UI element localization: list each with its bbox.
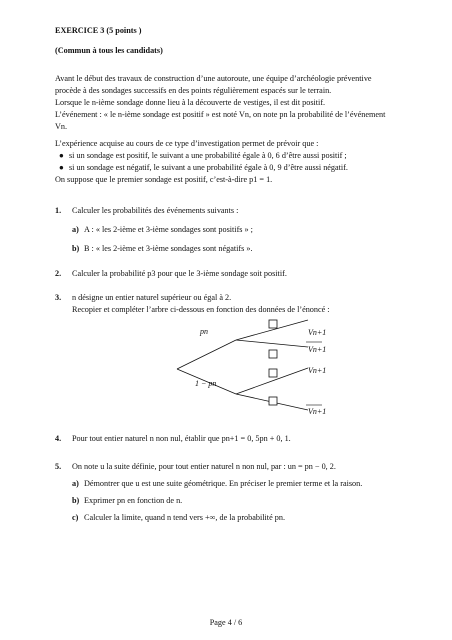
question-4-text: Pour tout entier naturel n non nul, établir que pn+1 = 0, 5pn + 0, 1. bbox=[72, 434, 291, 443]
question-1a-label: a) bbox=[72, 225, 79, 234]
intro-line-7: On suppose que le premier sondage est positif, c’est-à-dire p1 = 1. bbox=[55, 175, 273, 184]
tree-label-bottom: 1 − pn bbox=[195, 379, 217, 388]
question-5-number: 5. bbox=[55, 462, 62, 471]
question-5c-label: c) bbox=[72, 513, 79, 522]
question-3-text-1: n désigne un entier naturel supérieur ou égal à 2. bbox=[72, 293, 232, 302]
intro-line-6: L’expérience acquise au cours de ce type d’investigation permet de prévoir que : bbox=[55, 139, 319, 148]
exercise-title: EXERCICE 3 (5 points ) bbox=[55, 26, 142, 35]
tree-leaf-3: Vn+1 bbox=[308, 366, 327, 375]
question-5b-label: b) bbox=[72, 496, 80, 505]
tree-leaf-1: Vn+1 bbox=[308, 328, 327, 337]
question-5c-text: Calculer la limite, quand n tend vers +∞, de la probabilité pn. bbox=[84, 513, 285, 522]
bullet-text: si un sondage est positif, le suivant a une probabilité égale à 0, 6 d’être aussi positif ; bbox=[69, 151, 347, 160]
intro-line-3: Lorsque le n-ième sondage donne lieu à la découverte de vestiges, il est dit positif. bbox=[55, 98, 326, 107]
tree-leaf-4: Vn+1 bbox=[308, 407, 327, 416]
answer-box-3 bbox=[269, 369, 277, 377]
intro-line-2: procède à des sondages successifs en des points régulièrement espacés sur le terrain. bbox=[55, 86, 332, 95]
question-2-text: Calculer la probabilité p3 pour que le 3-ième sondage soit positif. bbox=[72, 269, 287, 278]
intro-line-5: Vn. bbox=[55, 122, 68, 131]
question-5-text: On note u la suite définie, pour tout entier naturel n non nul, par : un = pn − 0, 2. bbox=[72, 462, 336, 471]
page-number: Page 4 / 6 bbox=[209, 618, 243, 627]
question-1b-label: b) bbox=[72, 244, 80, 253]
question-5a-text: Démontrer que u est une suite géométrique. En préciser le premier terme et la raison. bbox=[84, 479, 363, 488]
bullet-dot-icon: ● bbox=[59, 151, 64, 160]
intro-line-1: Avant le début des travaux de construction d’une autoroute, une équipe d’archéologie préventive bbox=[55, 74, 372, 83]
question-5b-text: Exprimer pn en fonction de n. bbox=[84, 496, 183, 505]
intro-line-4: L’événement : « le n-ième sondage est positif » est noté Vn, on note pn la probabilité de l’événement bbox=[55, 110, 386, 119]
tree-branch-top bbox=[177, 340, 236, 369]
answer-box-4 bbox=[269, 397, 277, 405]
exercise-subtitle: (Commun à tous les candidats) bbox=[55, 46, 163, 55]
tree-label-top: pn bbox=[200, 327, 208, 336]
question-1-number: 1. bbox=[55, 206, 62, 215]
question-5a-label: a) bbox=[72, 479, 79, 488]
question-3-number: 3. bbox=[55, 293, 62, 302]
tree-leaf-2: Vn+1 bbox=[308, 345, 327, 354]
question-1-text: Calculer les probabilités des événements suivants : bbox=[72, 206, 239, 215]
tree-branch-top-bottom bbox=[236, 340, 308, 347]
question-4-number: 4. bbox=[55, 434, 62, 443]
bullet-dot-icon: ● bbox=[59, 163, 64, 172]
question-1a-text: A : « les 2-ième et 3-ième sondages sont positifs » ; bbox=[84, 225, 253, 234]
bullet-text: si un sondage est négatif, le suivant a une probabilité égale à 0, 9 d’être aussi négatif. bbox=[69, 163, 348, 172]
question-2-number: 2. bbox=[55, 269, 62, 278]
question-3-text-2: Recopier et compléter l’arbre ci-dessous en fonction des données de l’énoncé : bbox=[72, 305, 330, 314]
question-1b-text: B : « les 2-ième et 3-ième sondages sont négatifs ». bbox=[84, 244, 253, 253]
answer-box-2 bbox=[269, 350, 277, 358]
answer-box-1 bbox=[269, 320, 277, 328]
